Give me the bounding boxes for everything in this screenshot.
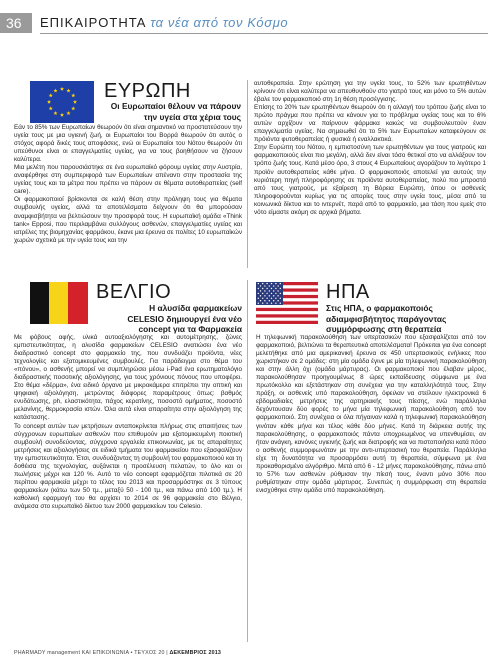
us-stripe: [256, 321, 318, 324]
footer-issue: • ΤΕΥΧΟΣ 20 |: [128, 650, 170, 656]
us-star-icon: [264, 300, 265, 301]
paragraph: Στην Ευρώπη του Νότου, η εμπιστοσύνη των ερωτηθέντων για τους γιατρούς και φαρμακοποιούς είναι πιο μεγάλη, αλλά δεν είναι τόσο θετικοί στο να αλλάξουν τον τρόπο ζωής τους. Κατά μέσο όρο, 3 στους 4 Ευρωπαίους αγοράζουν το λιγότερο 1 προϊόν αυτοθεραπείας κάθε μήνα. Ο φαρμακοποιός αποτελεί για αυτούς την κυριότερη πηγή πληροφόρησης σε προϊόντα αυτοθεραπείας, πολύ πιο μπροστά από τους γιατρούς, με εξαίρεση τη Βόρεια Ευρώπη, όπου οι ασθενείς πληροφορούνται κυρίως για τις απορίες τους στην υγεία τους, μέσα από τα κοινωνικά δίκτυα και το ιντερνέτ, παρά από το φαρμακείο, μια τάση που εμείς στο νότο είμαστε ακόμη σε αρχικά βήματα.: [254, 144, 486, 216]
page-header: [0, 13, 500, 33]
us-star-icon: [271, 298, 272, 299]
paragraph: Το concept αυτών των μετρήσεων ανταποκρίνεται πλήρως στις απαιτήσεις των σύγχρονων ευρωπαίων ασθενών που επιθυμούν μια εξατομικευμένη ποιοτική συμβουλή συνοδεύοντας, σύγχρονα εργαλεία επικοινωνίας, με τις απαραίτητες μετρήσεις και αξιολογήσεις σε ειδικά τμήματα του φαρμακείου που εξασφαλίζουν την εμπιστευτικότητα. Έτσι, συνδυάζοντας τη συμβουλή του φαρμακοποιού και τη δοθέισα της τεχνολογίας, αυξάνεται η προσέλευση πελατών, το όλο και οι πωλήσεις μέχρι και 120 %. Αυτό το νέο concept εφαρμόζεται πιλοτικά σε 20 περίπου φαρμακεία μέχρι το τέλος του 2013 και προσαρμόστηκε σε 3 τύπους φαρμακείων (κάτω των 50 τμ., μεταξύ 50 - 100 τμ., και πάνω από 100 τμ.). Η καθολική εφαρμογή του θα αρχίσει το 2014 σε 96 φαρμακεία στο Βέλγιο, ανάμεσα στο ευρωπαϊκό δίκτυο των 2000 φαρμακείων του Celesio.: [14, 422, 242, 510]
europe-subhead-line: Οι Ευρωπαίοι θέλουν να πάρουν: [110, 101, 241, 111]
us-star-icon: [275, 288, 276, 289]
us-star-icon: [260, 290, 261, 291]
us-stripe: [256, 308, 318, 311]
us-star-icon: [280, 288, 281, 289]
us-star-icon: [262, 283, 263, 284]
paragraph: Επίσης το 20% των ερωτηθέντων θεωρούν ότι η αλλαγή του τρόπου ζωής είναι το πρώτο πράγμα που πρέπει να κάνουν για το πρόβλημα υγείας τους και το 6% αυτών αρχίζουν να παίρνουν φάρμακα κακώς να συμβουλευτούν έναν επαγγελματία υγείας. Να σημειωθεί ότι το 5% των Ευρωπαίων καταφεύγουν σε πρόιόντα φυτοθεραπείας ή φυσικά ή εναλλακτικά.: [254, 104, 486, 144]
paragraph: αυτοθεραπεία. Στην ερώτηση για την υγεία τους, το 52% των ερωτηθέντων κρίνουν ότι είναι καλύτερα να απευθυνθούν στο γιατρό τους και μόνο το 5% αυτών έβαλε τον φαρμακοποιό στη 1η θέση προσέγγισης.: [254, 80, 486, 104]
paragraph: Εάν το 85% των Ευρωπαίων θεωρούν ότι είναι σημαντικό να προστατεύσουν την υγεία τους με μια υγιεινή ζωή, οι Ευρωπαίοι του Βορρά θεωρούν ότι αυτός ο στόχος αφορά δικές τους αποφάσεις, ενώ οι Ευρωπαίοι του Νότου θεωρούν ότι υπεύθυνοι είναι οι επαγγελματίες υγείας, για να τους βοηθήσουν να ζήσουν καλύτερα.: [14, 124, 242, 164]
us-star-icon: [266, 293, 267, 294]
us-star-icon: [269, 300, 270, 301]
us-star-icon: [277, 295, 278, 296]
us-star-icon: [260, 300, 261, 301]
us-star-icon: [266, 303, 267, 304]
page-footer: [14, 650, 486, 656]
us-star-icon: [264, 295, 265, 296]
usa-subhead: [326, 303, 486, 335]
us-star-icon: [262, 303, 263, 304]
section-title-main: ΕΠΙΚΑΙΡΟΤΗΤΑ: [40, 15, 147, 30]
europe-subhead: [98, 101, 241, 122]
us-star-icon: [260, 285, 261, 286]
country-belgium: ΒΕΛΓΙΟ: [96, 281, 172, 303]
footer-date: ΔΕΚΕΜΒΡΙΟΣ 2013: [169, 650, 222, 656]
paragraph: Με φόβους αφής, υλικά αυτοαξιολόγησης και αυτομέτρησης, ζώνες εμπιστευτικότητας, η αλυσίδα φαρμακείων CELESIO ανατιώσει ένα νέο διαδραστικό concept στο φαρμακείο της, που συνδυάζει προϊόντα, νέες τεχνολογίες και εξατομικευμένες συμβουλές. Για παράδειγμα στο θέμα του «πόνου», ο ασθενής μπορεί να συμπληρώσει μέσω i-Pad ένα ερωτηματολόγιο διαδραστικής ποσοτικής αξιολόγησης, για τους χρόνιους πόνους που υποφέρει. Στο θέμα «δέρμα», ένα ειδικό όργανο με μικροκάμερα επιτρέπει την οπτική και ψηφιακή αξιολόγηση, μετρώντας διάφορες παραμέτρους όπως: βαθμός ενυδάτωσης, ph, ελαστικότητα, πάχος κερατίνης, ποσοστό ομήματος, ποσοστό μελανίνης, θερμοκρασία ιστών. Όλα αυτά είναι απαραίτητα στην αξιολόγηση της κατάστασης.: [14, 334, 242, 422]
us-star-icon: [277, 285, 278, 286]
europe-body-right: [254, 80, 486, 217]
us-star-icon: [269, 290, 270, 291]
us-star-icon: [271, 288, 272, 289]
country-europe: ΕΥΡΩΠΗ: [104, 80, 191, 102]
us-star-icon: [277, 290, 278, 291]
us-star-icon: [260, 295, 261, 296]
column-divider: [247, 280, 248, 642]
country-usa: ΗΠΑ: [326, 281, 370, 303]
us-star-icon: [273, 295, 274, 296]
us-star-icon: [269, 295, 270, 296]
section-title: [40, 14, 288, 32]
us-star-icon: [280, 303, 281, 304]
us-star-icon: [262, 293, 263, 294]
page-number: 36: [0, 13, 32, 33]
header-rule: [40, 33, 488, 34]
us-star-icon: [275, 303, 276, 304]
us-star-icon: [266, 298, 267, 299]
europe-body-left: [14, 124, 242, 245]
europe-subhead-line: την υγεία στα χέρια τους: [143, 111, 241, 122]
usa-body: [256, 334, 486, 495]
us-star-icon: [262, 298, 263, 299]
belgium-subhead-line: Η αλυσίδα φαρμακείων: [149, 303, 242, 313]
us-star-icon: [258, 283, 259, 284]
usa-subhead-line: αδιαμφισβήτητος παράγοντας: [326, 313, 447, 324]
us-stripe: [256, 314, 318, 317]
column-divider: [247, 80, 248, 268]
us-star-icon: [280, 283, 281, 284]
usa-flag-icon: [256, 282, 318, 324]
us-star-icon: [258, 288, 259, 289]
us-star-icon: [262, 288, 263, 289]
us-star-icon: [275, 298, 276, 299]
us-star-icon: [277, 300, 278, 301]
us-star-icon: [266, 288, 267, 289]
us-star-icon: [264, 285, 265, 286]
us-star-icon: [280, 298, 281, 299]
belgium-subhead-line: CELESIO δημιουργεί ένα νέο: [127, 313, 242, 324]
us-star-icon: [258, 303, 259, 304]
belgium-subhead: [70, 303, 242, 335]
belgium-body: [14, 334, 242, 511]
us-star-icon: [273, 290, 274, 291]
paragraph: Οι φαρμακοποιοί βρίσκονται σε καλή θέση στην πρόληψη τους για θέματα συμβουλής υγείας, αλλά τα αποτελέσματα δείχνουν ότι θα μπορούσαν αναμφισβήτητα να βελτιώσουν την προσφορά τους. Η ευρωπαϊκή ομάδα «Think tank» Epposi, που περιλαμβάνει συλλόγους ασθενών, επαγγελματίες υγείας και ιατρέλες της βιομηχανίας φαρμάκου, έκανε μια έρευνα σε πολίτες 10 ευρωπαϊκών χωρών σχετικά με την υγεία τους και την: [14, 196, 242, 244]
us-star-icon: [258, 298, 259, 299]
us-star-icon: [275, 283, 276, 284]
us-star-icon: [266, 283, 267, 284]
belgium-subhead-line: concept για τα Φαρμακεία: [138, 324, 242, 334]
us-star-icon: [264, 290, 265, 291]
eu-flag-icon: [30, 81, 94, 123]
us-star-icon: [271, 283, 272, 284]
us-star-icon: [258, 293, 259, 294]
us-star-icon: [269, 285, 270, 286]
section-subtitle: τα νέα από τον Κόσμο: [150, 15, 289, 30]
us-star-icon: [273, 285, 274, 286]
us-star-icon: [275, 293, 276, 294]
usa-subhead-line: Στις ΗΠΑ, ο φαρμακοποιός: [326, 303, 433, 313]
paragraph: Η τηλεφωνική παρακολούθηση των υπερτασικών που εξασφαλίζεται από τον φαρμακοποιό, βελτιώνει τα θεραπευτικά αποτελέσματα! Πρόκειται για ένα concept μελετήθηκε από μια αμερικανική έρευνα σε 450 υπερτασικούς ενήλικες που χωριστήκαν σε 2 ομάδες: στη μία ομάδα έγινε με μία τηλεφωνική παρακολούθηση και στην άλλη όχι (ομάδα μάρτυρας). Οι φαρμακοποιοί που έλαβαν μέρος, παρακολούθησαν προηγουμένως 8 ώρες εκπαίδευσης σύμφωνα με ένα πρωτόκολλο και εξετάστηκαν στη συνέχεια για την καταλληλότητά τους. Στην πράξη, οι ασθενείς υπό παρακολούθηση, όφειλαν να στείλουν ηλεκτρονικά 6 εβδομαδιαίες μετρήσεις της αρτηριακής τους πίεσης, ενώ παράλληλα δεχόντουσαν δύο φορές το μήνα μία τηλεφωνική παρακολούθηση από τον φαρμακοποιό. Στη συνέχεια οι όλα πήγαιναν καλά η τηλεφωνική παρακολούθηση γινόταν κάθε μήνα και τέλος κάθε δύο μήνες. Κατά τη διάρκεια αυτής της παρακολούθησης, ο φαρμακοποιός πάντα υποχρεωμένος να υπενθυμίσει, αν ήταν ανάγκη, κανόνες υγιεινής ζωής και διατροφής και να πιστοποιήσει κατά πόσο ο ασθενής συμμορφωνόταν με την αντι-υπερτασική του θεραπεία. Παράλληλα είχε τη δυνατότητα να προσαρμόσει αυτή τη θεραπεία, σύμφωνα με ένα προκαθορισμένο αλγόριθμο. Μετά από 6 - 12 μήνες παρακολούθησης, πάνω από το 57% των ασθενών ρύθμισαν την πίεσή τους, έναντι μόνο 30% που ρυθμίστηκαν στην ομάδα μάρτυρας. Συνεπώς η συμμόρφωση στη θεραπεία ενισχύθηκε στην ομάδα υπό παρακολούθηση.: [256, 334, 486, 494]
usa-subhead-line: συμμόρφωσης στη θεραπεία: [326, 324, 442, 334]
us-star-icon: [271, 293, 272, 294]
us-star-icon: [280, 293, 281, 294]
paragraph: Μια μελέτη που παρουσιάστηκε σε ένα ευρωπαϊκό φόρουμ υγείας στην Αυστρία, αναφέρθηκε στη συμπεριφορά των Ευρωπαίων απέναντι στην προστασία της υγείας τους και τα μέτρα που πρέπει να πάρουν σε θέματα αυτοθεραπείας (self care).: [14, 164, 242, 196]
footer-magazine: PHARMADY management ΚΑΙ ΕΠΙΚΟΙΝΩΝΙΑ: [14, 650, 129, 656]
us-star-icon: [271, 303, 272, 304]
us-star-icon: [273, 300, 274, 301]
